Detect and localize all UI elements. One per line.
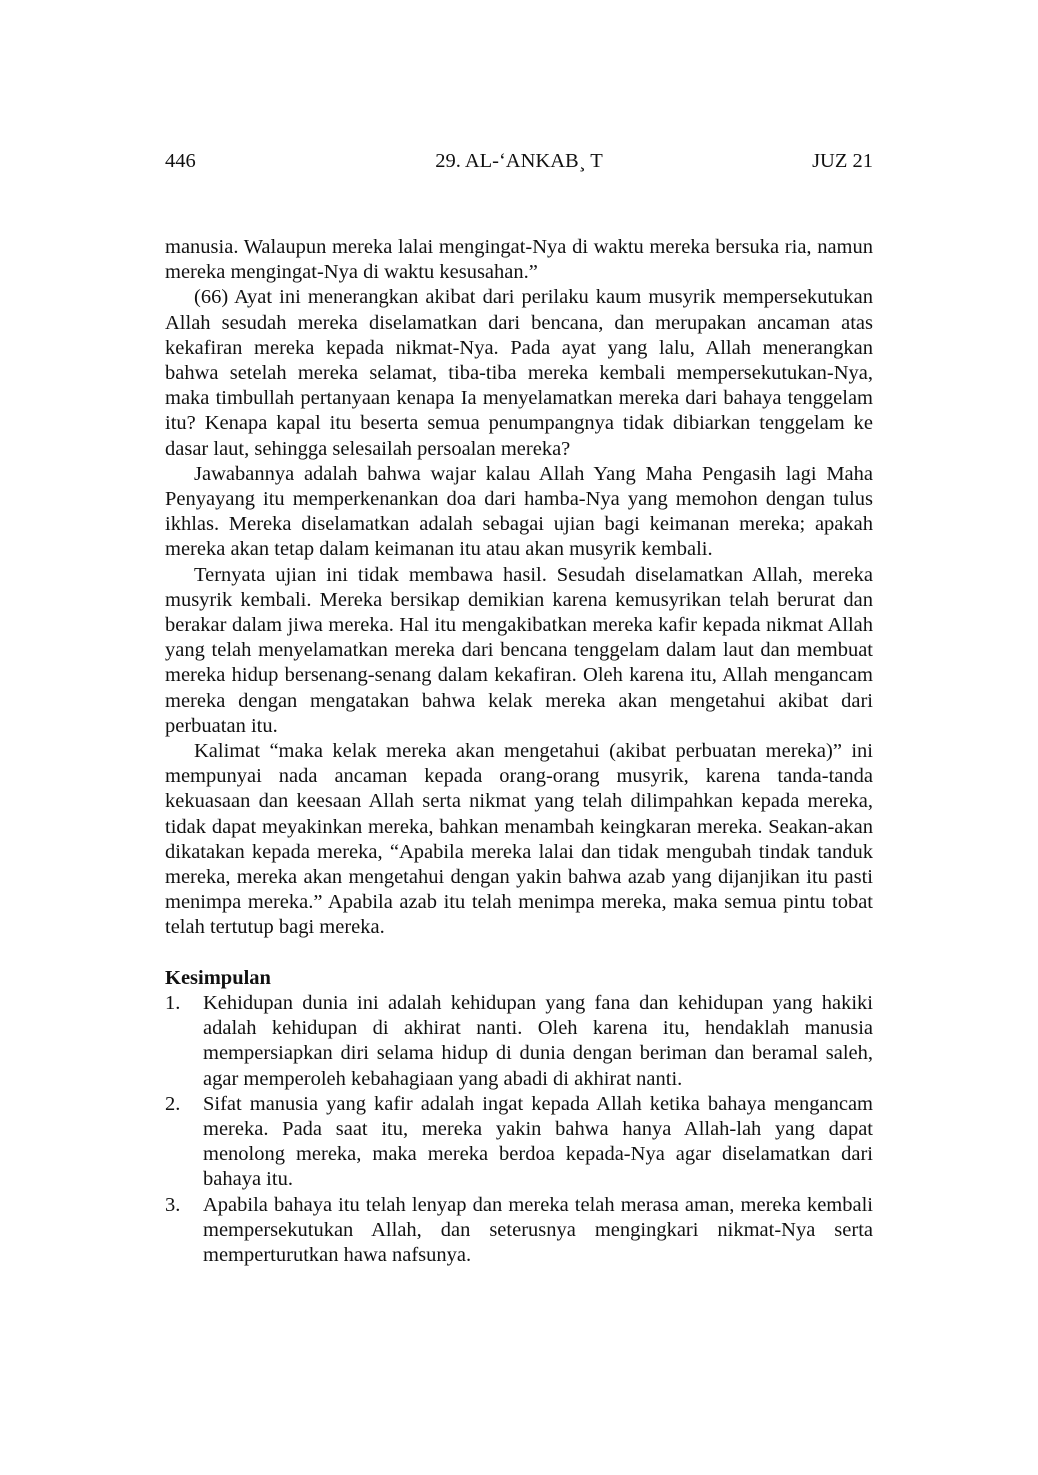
- conclusion-list: [165, 991, 873, 1268]
- paragraph: Ternyata ujian ini tidak membawa hasil. Sesudah diselamatkan Allah, mereka musyrik kembali. Mereka bersikap demikian karena kemusyrikan telah berurat dan berakar dalam jiwa mereka. Hal itu mengakibatkan mereka kafir kepada nikmat Allah yang telah menyelamatkan mereka dari bencana tenggelam dalam laut dan membuat mereka hidup bersenang-senang dalam kekafiran. Oleh karena itu, Allah mengancam mereka dengan mengatakan bahwa kelak mereka akan mengetahui akibat dari perbuatan itu.: [165, 563, 873, 737]
- list-item-number: 3.: [165, 1193, 181, 1216]
- surah-title: 29. AL-‘ANKAB¸ T: [435, 150, 603, 172]
- paragraph-verse-66: (66) Ayat ini menerangkan akibat dari perilaku kaum musyrik mempersekutukan Allah sesudah mereka diselamatkan dari bencana, dan merupakan ancaman atas kekafiran mereka kepada nikmat-Nya. Pada ayat yang lalu, Allah menerangkan bahwa setelah mereka selamat, tiba-tiba mereka kembali mempersekutukan-Nya, maka timbullah pertanyaan kenapa Ia menyelamatkan mereka dari bahaya tenggelam itu? Kenapa kapal itu beserta semua penumpangnya tidak dibiarkan tenggelam ke dasar laut, sehingga selesailah persoalan mereka?: [165, 286, 873, 460]
- list-item: [165, 1193, 873, 1269]
- paragraph: Kalimat “maka kelak mereka akan mengetahui (akibat perbuatan mereka)” ini mempunyai nada ancaman kepada orang-orang musyrik, karena tanda-tanda kekuasaan dan keesaan Allah serta nikmat yang telah dilimpahkan kepada mereka, tidak dapat meyakinkan mereka, bahkan menambah keingkaran mereka. Seakan-akan dikatakan kepada mereka, “Apabila mereka lalai dan tidak mengubah tindak tanduk mereka, mereka akan mengetahui dengan yakin bahwa azab yang dijanjikan itu pasti menimpa mereka.” Apabila azab itu telah menimpa mereka, maka semua pintu tobat telah tertutup bagi mereka.: [165, 740, 873, 939]
- running-header: [165, 148, 873, 174]
- list-item-number: 2.: [165, 1092, 181, 1115]
- paragraph-continuation: manusia. Walaupun mereka lalai mengingat-Nya di waktu mereka bersuka ria, namun mereka mengingat-Nya di waktu kesusahan.”: [165, 236, 873, 284]
- list-item-number: 1.: [165, 991, 181, 1014]
- list-item-text: Kehidupan dunia ini adalah kehidupan yang fana dan kehidupan yang hakiki adalah kehidupan di akhirat nanti. Oleh karena itu, hendaklah manusia mempersiapkan diri selama hidup di dunia dengan beriman dan beramal saleh, agar memperoleh kebahagiaan yang abadi di akhirat nanti.: [203, 991, 873, 1090]
- list-item: [165, 1092, 873, 1193]
- juz-label: JUZ 21: [812, 150, 873, 172]
- main-text: [165, 235, 873, 1268]
- list-item: [165, 991, 873, 1092]
- list-item-text: Apabila bahaya itu telah lenyap dan mereka telah merasa aman, mereka kembali mempersekutukan Allah, dan seterusnya mengingkari nikmat-Nya serta memperturutkan hawa nafsunya.: [203, 1193, 873, 1266]
- page-number: 446: [165, 150, 196, 172]
- paragraph: Jawabannya adalah bahwa wajar kalau Allah Yang Maha Pengasih lagi Maha Penyayang itu memperkenankan doa dari hamba-Nya yang memohon dengan tulus ikhlas. Mereka diselamatkan adalah sebagai ujian bagi keimanan mereka; apakah mereka akan tetap dalam keimanan itu atau akan musyrik kembali.: [165, 462, 873, 561]
- conclusion-heading: Kesimpulan: [165, 966, 271, 989]
- list-item-text: Sifat manusia yang kafir adalah ingat kepada Allah ketika bahaya mengancam mereka. Pada saat itu, mereka yakin bahwa hanya Allah-lah yang dapat menolong mereka, maka mereka berdoa kepada-Nya agar diselamatkan dari bahaya itu.: [203, 1092, 873, 1191]
